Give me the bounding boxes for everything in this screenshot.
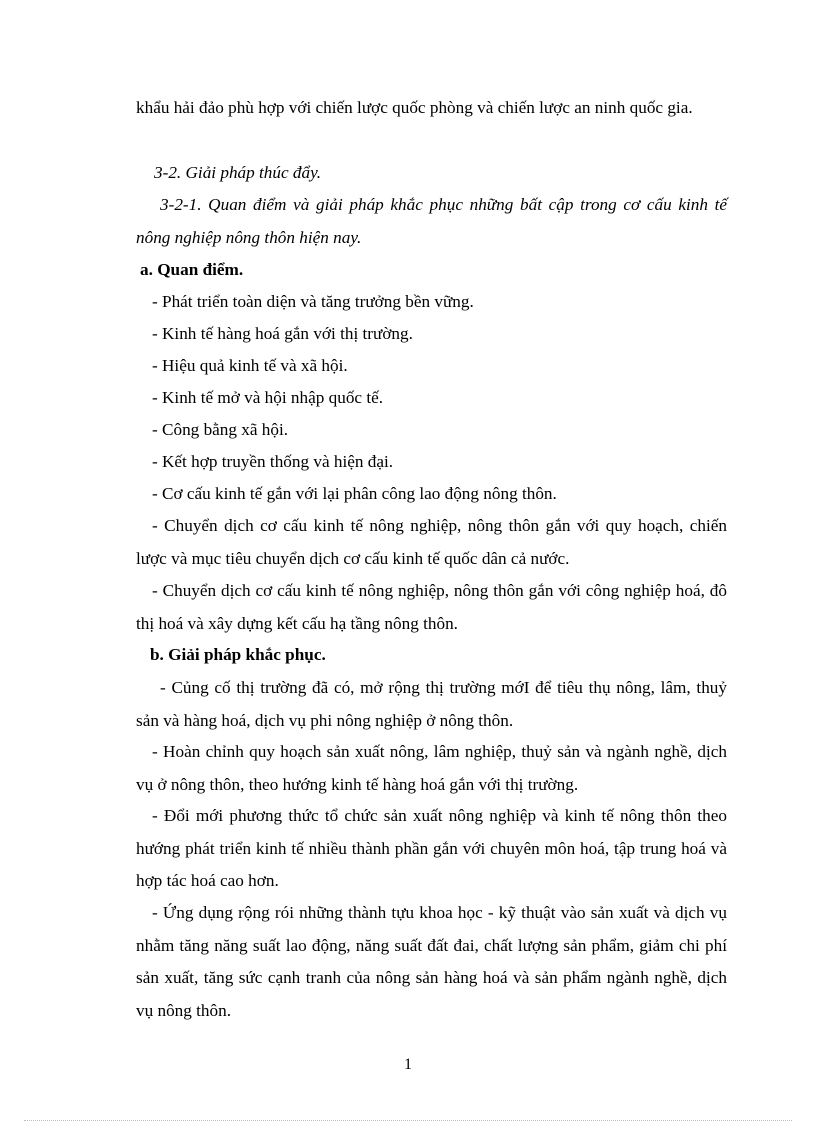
list-item: - Kết hợp truyền thống và hiện đại.: [152, 452, 394, 471]
list-item: - Kinh tế hàng hoá gắn với thị trường.: [152, 324, 413, 343]
heading-3-2: 3-2. Giải pháp thúc đẩy.: [154, 163, 322, 182]
section-b-title: b. Giải pháp khắc phục.: [150, 645, 326, 664]
list-item: - Công bằng xã hội.: [152, 420, 289, 439]
list-item: - Củng cố thị trường đã có, mở rộng thị trường mớI để tiêu thụ nông, lâm, thuỷ sản và hàng hoá, dịch vụ phi nông nghiệp ở nông thôn.: [136, 678, 727, 730]
list-item: - Cơ cấu kinh tế gắn với lại phân công lao động nông thôn.: [152, 484, 557, 503]
list-item: - Ứng dụng rộng rói những thành tựu khoa học - kỹ thuật vào sản xuất và dịch vụ nhằm tăng năng suất lao động, năng suất đất đai, chất lượng sản phẩm, giảm chi phí sản xuất, tăng sức cạnh tranh của nông sản hàng hoá và sản phẩm ngành nghề, dịch vụ nông thôn.: [136, 903, 727, 1020]
section-a-title: a. Quan điểm.: [140, 260, 244, 279]
list-item: - Hiệu quả kinh tế và xã hội.: [152, 356, 348, 375]
heading-3-2-1: 3-2-1. Quan điểm và giải pháp khắc phục những bất cập trong cơ cấu kinh tế nông nghiệp nông thôn hiện nay.: [136, 195, 727, 247]
list-item: - Chuyển dịch cơ cấu kinh tế nông nghiệp, nông thôn gắn với công nghiệp hoá, đô thị hoá và xây dựng kết cấu hạ tầng nông thôn.: [136, 581, 727, 633]
list-item: - Hoàn chỉnh quy hoạch sản xuất nông, lâm nghiệp, thuỷ sản và ngành nghề, dịch vụ ở nông thôn, theo hướng kinh tế hàng hoá gắn với thị trường.: [136, 742, 727, 794]
list-item: - Kinh tế mở và hội nhập quốc tế.: [152, 388, 384, 407]
list-item: - Đổi mới phương thức tổ chức sản xuất nông nghiệp và kinh tế nông thôn theo hướng phát triển kinh tế nhiều thành phần gắn với chuyên môn hoá, tập trung hoá và hợp tác hoá cao hơn.: [136, 806, 727, 890]
page-bottom-divider: [24, 1120, 792, 1121]
paragraph-continuation: khẩu hải đảo phù hợp với chiến lược quốc phòng và chiến lược an ninh quốc gia.: [136, 98, 693, 117]
page-number: 1: [404, 1056, 412, 1073]
list-item: - Phát triển toàn diện và tăng trưởng bền vững.: [152, 292, 474, 311]
list-item: - Chuyển dịch cơ cấu kinh tế nông nghiệp, nông thôn gắn với quy hoạch, chiến lược và mục tiêu chuyển dịch cơ cấu kinh tế quốc dân cả nước.: [136, 516, 727, 568]
